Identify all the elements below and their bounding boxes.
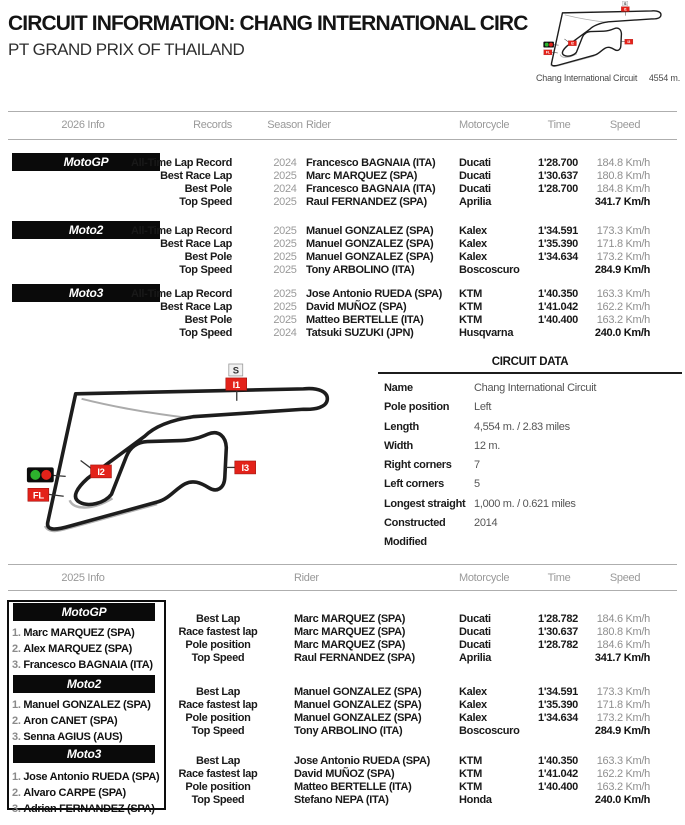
motorcycle-cell: KTM [459,301,482,313]
season-cell: 2025 [273,225,297,237]
season-row [0,626,685,639]
class-badge-motogp: MotoGP [12,153,160,171]
record-label: Top Speed [179,264,232,276]
season-cell: 2024 [273,157,297,169]
season-cell: 2025 [273,238,297,250]
rider-col-header: Rider [294,572,319,584]
season-row [0,712,685,725]
circuit-data-title: CIRCUIT DATA [491,356,569,368]
motorcycle-cell: Ducati [459,626,491,638]
speed-cell: 184.8 Km/h [596,183,650,195]
motorcycle-cell: Kalex [459,238,487,250]
record-label: All-Time Lap Record [130,288,232,300]
motorcycle-cell: KTM [459,768,482,780]
rider-cell: Jose Antonio RUEDA (SPA) [306,288,443,300]
time-cell: 1'30.637 [538,626,578,638]
speed-col-header: Speed [609,572,641,584]
data-label: Longest straight [384,497,466,510]
time-cell: 1'35.390 [538,699,578,711]
circuit-data-row [378,495,682,514]
season-cell: 2025 [273,196,297,208]
season-cell: 2025 [273,288,297,300]
data-label: Width [384,439,413,452]
record-label: Best Race Lap [160,238,232,250]
rider-col-header: Rider [306,119,331,131]
record-label: All-Time Lap Record [130,157,232,169]
circuit-data-row [378,418,682,437]
speed-cell: 341.7 Km/h [594,196,650,208]
data-label: Right corners [384,459,452,472]
podium-position: 2. [12,643,21,655]
motorcycle-cell: Kalex [459,225,487,237]
records-col-header: Records [193,119,232,131]
rider-cell: Tony ARBOLINO (ITA) [294,725,403,737]
time-cell: 1'28.700 [538,183,578,195]
podium-rider: Alex MARQUEZ (SPA) [23,643,133,655]
minimap-circuit-name: Chang International Circuit [536,73,638,83]
data-label: Modified [384,536,427,549]
podium-rider: Adrian FERNANDEZ (SPA) [23,803,155,815]
record-label: Top Speed [179,327,232,339]
season-cell: 2024 [273,327,297,339]
season-row [0,725,685,738]
podium-position: 3. [12,731,21,743]
time-cell: 1'35.390 [538,238,578,250]
record-label: Best Race Lap [160,301,232,313]
data-value: 5 [474,478,480,491]
time-cell: 1'41.042 [538,768,578,780]
rider-cell: Marc MARQUEZ (SPA) [294,626,406,638]
speed-col-header: Speed [609,119,641,131]
podium-rider: Jose Antonio RUEDA (SPA) [23,771,160,783]
rider-cell: Matteo BERTELLE (ITA) [294,781,412,793]
record-row [0,157,685,170]
motorcycle-cell: Ducati [459,157,491,169]
record-label: Race fastest lap [178,626,258,638]
season-col-header: Season [267,119,303,131]
divider [8,564,677,565]
rider-cell: Manuel GONZALEZ (SPA) [294,686,422,698]
circuit-data-row [378,514,682,533]
record-row [0,264,685,277]
podium-badge-moto3: Moto3 [13,745,155,763]
record-label: Best Pole [184,314,232,326]
season-cell: 2025 [273,314,297,326]
season-row [0,755,685,768]
podium-position: 1. [12,771,21,783]
data-label: Length [384,420,419,433]
season-cell: 2025 [273,264,297,276]
motorcycle-cell: KTM [459,755,482,767]
data-value: 12 m. [474,439,501,452]
season-row [0,768,685,781]
motorcycle-col-header: Motorcycle [459,119,510,131]
circuit-map [8,351,376,560]
motorcycle-cell: Ducati [459,183,491,195]
rider-cell: Tony ARBOLINO (ITA) [306,264,415,276]
class-badge-moto3: Moto3 [12,284,160,302]
record-row [0,301,685,314]
speed-cell: 184.6 Km/h [596,639,650,651]
record-row [0,314,685,327]
divider [8,590,677,591]
records-section-motogp [0,157,685,209]
podium-badge-motogp: MotoGP [13,603,155,621]
circuit-data-row [378,379,682,398]
speed-cell: 240.0 Km/h [594,794,650,806]
circuit-data-row [378,437,682,456]
rider-cell: David MUÑOZ (SPA) [294,768,395,780]
record-label: Top Speed [179,196,232,208]
motorcycle-cell: Aprilia [459,652,492,664]
data-label: Pole position [384,401,450,414]
rider-cell: Manuel GONZALEZ (SPA) [306,251,434,263]
podium-position: 3. [12,803,21,815]
rider-cell: Manuel GONZALEZ (SPA) [306,225,434,237]
rider-cell: Marc MARQUEZ (SPA) [306,170,418,182]
data-value: 1,000 m. / 0.621 miles [474,497,576,510]
podium-rider: Senna AGIUS (AUS) [23,731,123,743]
record-row [0,225,685,238]
speed-cell: 163.3 Km/h [596,288,650,300]
record-row [0,238,685,251]
speed-cell: 171.8 Km/h [596,699,650,711]
podium-rider: Marc MARQUEZ (SPA) [23,627,135,639]
speed-cell: 184.6 Km/h [596,613,650,625]
rider-cell: Tatsuki SUZUKI (JPN) [306,327,414,339]
season-section-motogp [0,613,685,665]
data-label: Constructed [384,517,446,530]
podium-rider: Alvaro CARPE (SPA) [23,787,126,799]
motorcycle-cell: Kalex [459,251,487,263]
season-cell: 2025 [273,301,297,313]
record-label: Race fastest lap [178,699,258,711]
speed-cell: 184.8 Km/h [596,157,650,169]
record-label: Best Lap [195,686,241,698]
time-col-header: Time [547,572,571,584]
podium-rider: Aron CANET (SPA) [23,715,118,727]
time-cell: 1'34.591 [538,225,578,237]
rider-cell: Francesco BAGNAIA (ITA) [306,157,436,169]
minimap-caption [536,73,680,83]
speed-cell: 163.2 Km/h [596,781,650,793]
speed-cell: 173.2 Km/h [596,251,650,263]
time-cell: 1'28.700 [538,157,578,169]
record-label: Pole position [185,781,251,793]
speed-cell: 162.2 Km/h [596,301,650,313]
time-cell: 1'40.350 [538,755,578,767]
speed-cell: 173.3 Km/h [596,686,650,698]
season-row [0,686,685,699]
speed-cell: 163.2 Km/h [596,314,650,326]
circuit-data-row [378,475,682,494]
podium-position: 2. [12,715,21,727]
motorcycle-col-header: Motorcycle [459,572,510,584]
motorcycle-cell: Ducati [459,613,491,625]
time-cell: 1'28.782 [538,639,578,651]
motorcycle-cell: Ducati [459,639,491,651]
motorcycle-cell: Boscoscuro [459,725,520,737]
podium-position: 3. [12,659,21,671]
podium-position: 2. [12,787,21,799]
data-value: 4,554 m. / 2.83 miles [474,420,570,433]
speed-cell: 173.2 Km/h [596,712,650,724]
podium-rider: Manuel GONZALEZ (SPA) [23,699,151,711]
rider-cell: Raul FERNANDEZ (SPA) [306,196,427,208]
season-cell: 2024 [273,183,297,195]
season-row [0,794,685,807]
record-label: Pole position [185,639,251,651]
motorcycle-cell: Husqvarna [459,327,514,339]
time-cell: 1'34.634 [538,712,578,724]
record-label: Race fastest lap [178,768,258,780]
page-title: CIRCUIT INFORMATION: CHANG INTERNATIONAL CIRC [8,12,528,35]
time-col-header: Time [547,119,571,131]
records-section-moto3 [0,288,685,340]
speed-cell: 173.3 Km/h [596,225,650,237]
season-info-header: 2025 Info [61,572,105,584]
motorcycle-cell: Kalex [459,712,487,724]
record-row [0,170,685,183]
record-label: All-Time Lap Record [130,225,232,237]
circuit-data-rule [378,372,682,374]
time-cell: 1'41.042 [538,301,578,313]
motorcycle-cell: Kalex [459,686,487,698]
rider-cell: Matteo BERTELLE (ITA) [306,314,424,326]
season-section-moto3 [0,755,685,807]
record-row [0,288,685,301]
divider [8,139,677,140]
data-value: 7 [474,459,480,472]
rider-cell: Jose Antonio RUEDA (SPA) [294,755,431,767]
time-cell: 1'28.782 [538,613,578,625]
motorcycle-cell: KTM [459,314,482,326]
speed-cell: 180.8 Km/h [596,170,650,182]
rider-cell: Raul FERNANDEZ (SPA) [294,652,415,664]
minimap-length: 4554 m. [648,73,680,83]
speed-cell: 171.8 Km/h [596,238,650,250]
season-row [0,613,685,626]
time-cell: 1'30.637 [538,170,578,182]
record-label: Best Lap [195,613,241,625]
rider-cell: David MUÑOZ (SPA) [306,301,407,313]
rider-cell: Francesco BAGNAIA (ITA) [306,183,436,195]
rider-cell: Marc MARQUEZ (SPA) [294,613,406,625]
divider [8,111,677,112]
data-label: Left corners [384,478,444,491]
rider-cell: Manuel GONZALEZ (SPA) [294,699,422,711]
record-label: Top Speed [191,794,245,806]
record-label: Best Pole [184,251,232,263]
time-cell: 1'40.400 [538,314,578,326]
record-label: Top Speed [191,652,245,664]
rider-cell: Marc MARQUEZ (SPA) [294,639,406,651]
season-row [0,639,685,652]
motorcycle-cell: Ducati [459,170,491,182]
podium-position: 1. [12,627,21,639]
record-label: Best Race Lap [160,170,232,182]
record-label: Best Lap [195,755,241,767]
speed-cell: 284.9 Km/h [594,725,650,737]
motorcycle-cell: Honda [459,794,492,806]
circuit-data-panel [378,379,682,553]
time-cell: 1'34.634 [538,251,578,263]
season-row [0,652,685,665]
circuit-data-row [378,398,682,417]
data-value: Left [474,401,492,414]
podium-badge-moto2: Moto2 [13,675,155,693]
record-row [0,183,685,196]
record-row [0,251,685,264]
records-section-moto2 [0,225,685,277]
speed-cell: 180.8 Km/h [596,626,650,638]
podium-rider: Francesco BAGNAIA (ITA) [23,659,153,671]
class-badge-moto2: Moto2 [12,221,160,239]
speed-cell: 341.7 Km/h [594,652,650,664]
record-label: Best Pole [184,183,232,195]
circuit-data-row [378,456,682,475]
data-label: Name [384,382,413,394]
record-label: Top Speed [191,725,245,737]
motorcycle-cell: Kalex [459,699,487,711]
season-row [0,699,685,712]
data-value: 2014 [474,517,498,530]
record-label: Pole position [185,712,251,724]
records-info-header: 2026 Info [61,119,105,131]
time-cell: 1'34.591 [538,686,578,698]
record-row [0,327,685,340]
time-cell: 1'40.350 [538,288,578,300]
rider-cell: Manuel GONZALEZ (SPA) [294,712,422,724]
podium-position: 1. [12,699,21,711]
speed-cell: 162.2 Km/h [596,768,650,780]
motorcycle-cell: Boscoscuro [459,264,520,276]
season-cell: 2025 [273,170,297,182]
speed-cell: 240.0 Km/h [594,327,650,339]
season-section-moto2 [0,686,685,738]
circuit-minimap [536,0,680,78]
page-subtitle: PT GRAND PRIX OF THAILAND [8,40,245,59]
season-row [0,781,685,794]
speed-cell: 284.9 Km/h [594,264,650,276]
rider-cell: Manuel GONZALEZ (SPA) [306,238,434,250]
season-cell: 2025 [273,251,297,263]
speed-cell: 163.3 Km/h [596,755,650,767]
record-row [0,196,685,209]
circuit-data-row [378,533,682,552]
motorcycle-cell: KTM [459,781,482,793]
motorcycle-cell: KTM [459,288,482,300]
data-value: Chang International Circuit [474,382,597,394]
time-cell: 1'40.400 [538,781,578,793]
motorcycle-cell: Aprilia [459,196,492,208]
rider-cell: Stefano NEPA (ITA) [294,794,389,806]
